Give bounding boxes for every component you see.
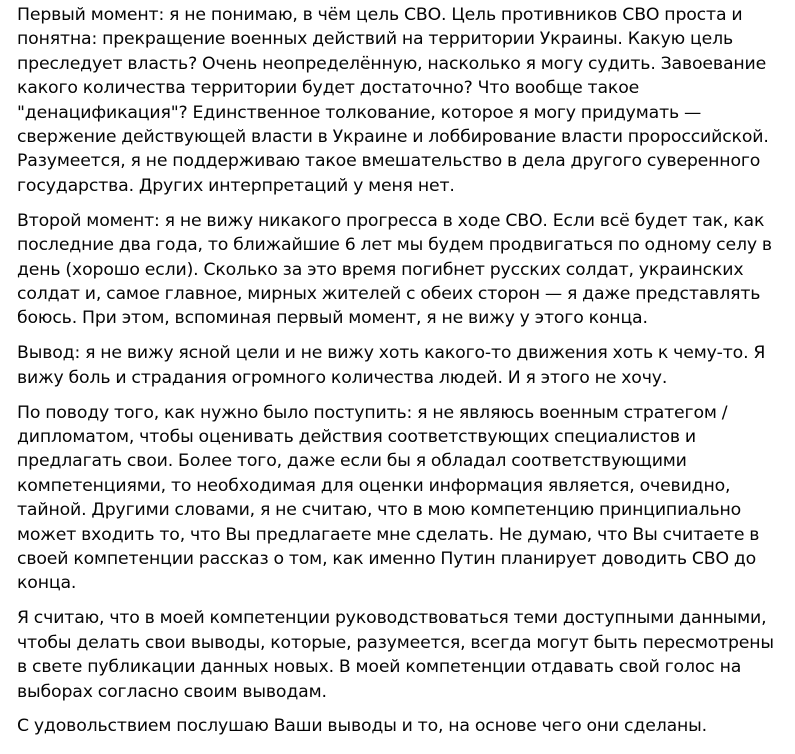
paragraph-closing: С удовольствием послушаю Ваши выводы и то, на основе чего они сделаны.: [17, 716, 708, 737]
paragraph-second-point: Второй момент: я не вижу никакого прогресса в ходе СВО. Если всё будет так, как последние два года, то ближайшие 6 лет мы будем продвигаться по одному селу в день (хорошо если). Сколько за это время погибнет русских солдат, украинских солдат и, самое главное, мирных жителей с обеих сторон — я даже представлять боюсь. При этом, вспоминая первый момент, я не вижу у этого конца.: [17, 210, 772, 329]
paragraph-first-point: Первый момент: я не понимаю, в чём цель СВО. Цель противников СВО проста и понятна: прекращение военных действий на территории Украины. Какую цель преследует власть? Очень неопределённую, насколько я могу судить. Завоевание какого количества территории будет достаточно? Что вообще такое "денацификация"? Единственное толкование, которое я могу придумать — свержение действующей власти в Украине и лоббирование власти пророссийской. Разумеется, я не поддерживаю такое вмешательство в дела другого суверенного государства. Других интерпретаций у меня нет.: [17, 5, 769, 196]
paragraph-what-to-do: По поводу того, как нужно было поступить: я не являюсь военным стратегом / дипломатом, чтобы оценивать действия соответствующих специалистов и предлагать свои. Более того, даже если бы я обладал соответствующими компетенциями, то необходимая для оценки информация является, очевидно, тайной. Другими словами, я не считаю, что в мою компетенцию принципиально может входить то, что Вы предлагаете мне сделать. Не думаю, что Вы считаете в своей компетенции рассказ о том, как именно Путин планирует доводить СВО до конца.: [17, 402, 760, 594]
paragraph-conclusion: Вывод: я не вижу ясной цели и не вижу хоть какого-то движения хоть к чему-то. Я вижу боль и страдания огромного количества людей. И я этого не хочу.: [17, 343, 766, 388]
paragraph-competence: Я считаю, что в моей компетенции руководствоваться теми доступными данными, чтобы делать свои выводы, которые, разумеется, всегда могут быть пересмотрены в свете публикации данных новых. В моей компетенции отдавать свой голос на выборах согласно своим выводам.: [17, 608, 774, 702]
